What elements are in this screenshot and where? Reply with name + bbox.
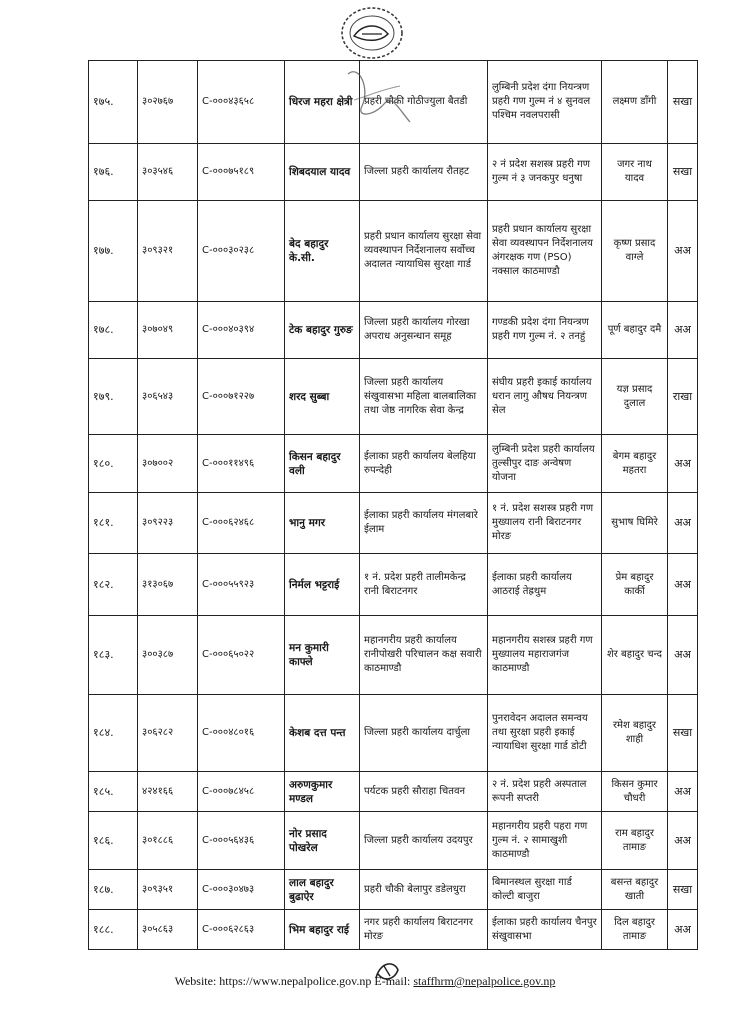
destination-office: गण्डकी प्रदेश दंगा नियन्त्रण प्रहरी गण गुल्म नं. २ तनहुं <box>488 302 602 359</box>
nominee-name: प्रेम बहादुर कार्की <box>602 554 668 616</box>
personnel-code: C-०००७८४५८ <box>198 772 285 812</box>
current-office: जिल्ला प्रहरी कार्यालय गोरखा अपराध अनुसन्धान समूह <box>360 302 488 359</box>
nominee-name: सुभाष घिमिरे <box>602 493 668 554</box>
personnel-name: लाल बहादुर बुढाऐर <box>285 870 360 910</box>
website-label: Website: <box>174 974 220 988</box>
personnel-id: ३०९३५१ <box>138 870 198 910</box>
relation: सखा <box>668 870 698 910</box>
table-row <box>89 772 698 812</box>
serial-number: १८५. <box>89 772 138 812</box>
page-footer <box>0 974 730 989</box>
table-row <box>89 812 698 870</box>
relation: अअ <box>668 554 698 616</box>
nominee-name: कृष्ण प्रसाद वाग्ले <box>602 201 668 302</box>
current-office: महानगरीय प्रहरी कार्यालय रानीपोखरी परिचालन कक्ष सवारी काठमाण्डौ <box>360 616 488 695</box>
relation: अअ <box>668 772 698 812</box>
nominee-name: बसन्त बहादुर खाती <box>602 870 668 910</box>
personnel-id: ३००३८७ <box>138 616 198 695</box>
personnel-code: C-०००४३६५८ <box>198 61 285 144</box>
table-row <box>89 870 698 910</box>
destination-office: पुनरावेदन अदालत समन्वय तथा सुरक्षा प्रहरी इकाई न्यायाधिश सुरक्षा गार्ड डोटी <box>488 695 602 772</box>
current-office: प्रहरी प्रधान कार्यालय सुरक्षा सेवा व्यवस्थापन निर्देशनालय सर्वोच्च अदालत न्यायाधिस सुरक्षा गार्ड <box>360 201 488 302</box>
table-row <box>89 201 698 302</box>
serial-number: १८२. <box>89 554 138 616</box>
personnel-name: नोर प्रसाद पोखरेल <box>285 812 360 870</box>
personnel-name: निर्मल भट्टराई <box>285 554 360 616</box>
relation: राखा <box>668 359 698 435</box>
destination-office: महानगरीय प्रहरी पहरा गण गुल्म नं. २ सामाखुशी काठमाण्डौ <box>488 812 602 870</box>
current-office: १ नं. प्रदेश प्रहरी तालीमकेन्द्र रानी बिराटनगर <box>360 554 488 616</box>
personnel-name: शरद सुब्बा <box>285 359 360 435</box>
personnel-id: ३०७००२ <box>138 435 198 493</box>
table-row <box>89 302 698 359</box>
personnel-code: C-०००४८०१६ <box>198 695 285 772</box>
personnel-id: ३०६५४३ <box>138 359 198 435</box>
personnel-name: बेद बहादुर के.सी. <box>285 201 360 302</box>
relation: अअ <box>668 493 698 554</box>
serial-number: १७८. <box>89 302 138 359</box>
personnel-id: ३०६२८२ <box>138 695 198 772</box>
destination-office: बिमानस्थल सुरक्षा गार्ड कोल्टी बाजुरा <box>488 870 602 910</box>
nominee-name: शेर बहादुर चन्द <box>602 616 668 695</box>
table-row <box>89 359 698 435</box>
relation: अअ <box>668 812 698 870</box>
relation: अअ <box>668 201 698 302</box>
personnel-id: ३०१८८६ <box>138 812 198 870</box>
relation: सखा <box>668 695 698 772</box>
relation: अअ <box>668 910 698 950</box>
nominee-name: पूर्ण बहादुर दमै <box>602 302 668 359</box>
relation: सखा <box>668 144 698 201</box>
relation: अअ <box>668 616 698 695</box>
table-row <box>89 493 698 554</box>
serial-number: १७६. <box>89 144 138 201</box>
serial-number: १८१. <box>89 493 138 554</box>
serial-number: १८७. <box>89 870 138 910</box>
current-office: जिल्ला प्रहरी कार्यालय दार्चुला <box>360 695 488 772</box>
relation: अअ <box>668 435 698 493</box>
personnel-name: किसन बहादुर वली <box>285 435 360 493</box>
relation: अअ <box>668 302 698 359</box>
serial-number: १७९. <box>89 359 138 435</box>
personnel-id: ३०३५४६ <box>138 144 198 201</box>
serial-number: १७५. <box>89 61 138 144</box>
personnel-id: ३०९३२१ <box>138 201 198 302</box>
serial-number: १८३. <box>89 616 138 695</box>
table-row <box>89 554 698 616</box>
destination-office: प्रहरी प्रधान कार्यालय सुरक्षा सेवा व्यवस्थापन निर्देशनालय अंगरक्षक गण (PSO) नक्साल काठमाण्डौ <box>488 201 602 302</box>
nominee-name: दिल बहादुर तामाङ <box>602 910 668 950</box>
personnel-name: भानु मगर <box>285 493 360 554</box>
email-label: E-mail: <box>371 974 414 988</box>
personnel-code: C-०००६२४६८ <box>198 493 285 554</box>
personnel-code: C-०००५५९२३ <box>198 554 285 616</box>
personnel-name: टेक बहादुर गुरुङ <box>285 302 360 359</box>
nominee-name: यज्ञ प्रसाद दुलाल <box>602 359 668 435</box>
table-row <box>89 435 698 493</box>
personnel-code: C-०००७५१८९ <box>198 144 285 201</box>
nominee-name: रमेश बहादुर शाही <box>602 695 668 772</box>
personnel-code: C-०००६२८६३ <box>198 910 285 950</box>
serial-number: १८४. <box>89 695 138 772</box>
personnel-id: ३०२७६७ <box>138 61 198 144</box>
personnel-name: केशब दत्त पन्त <box>285 695 360 772</box>
personnel-code: C-०००६५०२२ <box>198 616 285 695</box>
email-link[interactable]: staffhrm@nepalpolice.gov.np <box>413 974 556 988</box>
current-office: जिल्ला प्रहरी कार्यालय रौतहट <box>360 144 488 201</box>
current-office: पर्यटक प्रहरी सौराहा चितवन <box>360 772 488 812</box>
destination-office: संघीय प्रहरी इकाई कार्यालय धरान लागु औषध नियन्त्रण सेल <box>488 359 602 435</box>
serial-number: १८८. <box>89 910 138 950</box>
personnel-name: भिम बहादुर राई <box>285 910 360 950</box>
current-office: प्रहरी चौकी बेलापुर डडेलधुरा <box>360 870 488 910</box>
destination-office: महानगरीय सशस्त्र प्रहरी गण मुख्यालय महाराजगंज काठमाण्डौ <box>488 616 602 695</box>
current-office: ईलाका प्रहरी कार्यालय बेलहिया रुपन्देही <box>360 435 488 493</box>
website-link[interactable]: https://www.nepalpolice.gov.np <box>219 974 372 988</box>
relation: सखा <box>668 61 698 144</box>
personnel-id: ३०७०४९ <box>138 302 198 359</box>
nominee-name: बेगम बहादुर महतरा <box>602 435 668 493</box>
current-office: ईलाका प्रहरी कार्यालय मंगलबारे ईलाम <box>360 493 488 554</box>
table-row <box>89 616 698 695</box>
personnel-code: C-०००४०३९४ <box>198 302 285 359</box>
personnel-name: शिबदयाल यादव <box>285 144 360 201</box>
nominee-name: लक्ष्मण डाँगी <box>602 61 668 144</box>
official-seal-stamp <box>336 4 408 62</box>
personnel-code: C-०००३०२३८ <box>198 201 285 302</box>
personnel-name: धिरज महरा क्षेत्री <box>285 61 360 144</box>
destination-office: लुम्बिनी प्रदेश प्रहरी कार्यालय तुल्सीपुर दाङ अन्वेषण योजना <box>488 435 602 493</box>
personnel-id: ३१३०६७ <box>138 554 198 616</box>
current-office: नगर प्रहरी कार्यालय बिराटनगर मोरङ <box>360 910 488 950</box>
personnel-code: C-०००७१२२७ <box>198 359 285 435</box>
table-row <box>89 695 698 772</box>
nominee-name: किसन कुमार चौधरी <box>602 772 668 812</box>
current-office: जिल्ला प्रहरी कार्यालय उदयपुर <box>360 812 488 870</box>
nominee-name: जगर नाथ यादव <box>602 144 668 201</box>
personnel-id: ३०५८६३ <box>138 910 198 950</box>
destination-office: ईलाका प्रहरी कार्यालय आठराई तेह्रथुम <box>488 554 602 616</box>
personnel-name: मन कुमारी काफ्ले <box>285 616 360 695</box>
destination-office: ईलाका प्रहरी कार्यालय चैनपुर संखुवासभा <box>488 910 602 950</box>
personnel-code: C-०००५६४३६ <box>198 812 285 870</box>
serial-number: १८०. <box>89 435 138 493</box>
current-office: प्रहरी चौकी गोठीज्युला बैतडी <box>360 61 488 144</box>
personnel-id: ४२४१६६ <box>138 772 198 812</box>
destination-office: २ नं. प्रदेश प्रहरी अस्पताल रूपनी सप्तरी <box>488 772 602 812</box>
destination-office: १ नं. प्रदेश सशस्त्र प्रहरी गण मुख्यालय रानी बिराटनगर मोरङ <box>488 493 602 554</box>
table-row <box>89 910 698 950</box>
destination-office: २ नं प्रदेश सशस्त्र प्रहरी गण गुल्म नं ३ जनकपुर धनुषा <box>488 144 602 201</box>
destination-office: लुम्बिनी प्रदेश दंगा नियन्त्रण प्रहरी गण गुल्म नं ४ सुनवल पश्चिम नवलपरासी <box>488 61 602 144</box>
current-office: जिल्ला प्रहरी कार्यालय संखुवासभा महिला बालबालिका तथा जेष्ठ नागरिक सेवा केन्द्र <box>360 359 488 435</box>
serial-number: १७७. <box>89 201 138 302</box>
personnel-name: अरुणकुमार मण्डल <box>285 772 360 812</box>
table-row <box>89 144 698 201</box>
nominee-name: राम बहादुर तामाङ <box>602 812 668 870</box>
personnel-code: C-०००३०४७३ <box>198 870 285 910</box>
handwritten-signature <box>340 60 430 140</box>
personnel-table <box>88 60 698 950</box>
serial-number: १८६. <box>89 812 138 870</box>
personnel-code: C-०००११४९६ <box>198 435 285 493</box>
personnel-id: ३०९२२३ <box>138 493 198 554</box>
